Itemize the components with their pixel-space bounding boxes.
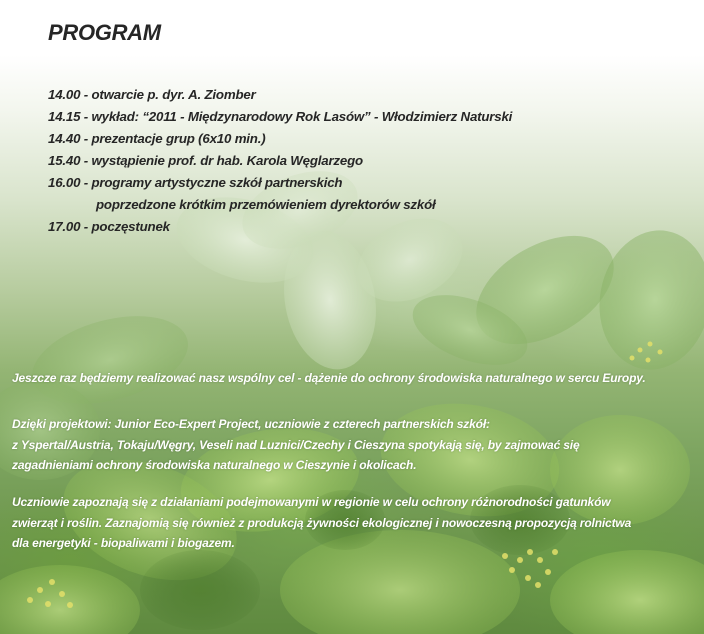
schedule-item: 15.40 - wystąpienie prof. dr hab. Karola Węglarzego	[48, 153, 363, 168]
schedule-item: 14.00 - otwarcie p. dyr. A. Ziomber	[48, 87, 256, 102]
paragraph-line: dla energetyki - biopaliwami i biogazem.	[12, 536, 235, 550]
project-paragraph	[12, 414, 698, 476]
schedule-item: 14.15 - wykład: “2011 - Międzynarodowy Rok Lasów” - Włodzimierz Naturski	[48, 109, 513, 124]
paragraph-line: Dzięki projektowi: Junior Eco-Expert Project, uczniowie z czterech partnerskich szkół:	[12, 417, 490, 431]
schedule-item: 17.00 - poczęstunek	[48, 219, 170, 234]
schedule-item-continuation: poprzedzone krótkim przemówieniem dyrektorów szkół	[96, 197, 436, 212]
schedule-item: 16.00 - programy artystyczne szkół partnerskich	[48, 175, 343, 190]
intro-paragraph	[12, 368, 698, 389]
paragraph-line: zwierząt i roślin. Zaznajomią się również z produkcją żywności ekologicznej i nowoczesną propozycją rolnictwa	[12, 515, 632, 530]
program-title: PROGRAM	[48, 20, 161, 45]
program-schedule	[48, 84, 648, 238]
schedule-item: 14.40 - prezentacje grup (6x10 min.)	[48, 131, 266, 146]
paragraph-line: z Yspertal/Austria, Tokaju/Węgry, Veseli nad Luznici/Czechy i Cieszyna spotykają się, by zajmować się	[12, 437, 580, 452]
activities-paragraph	[12, 492, 698, 554]
paragraph-line: Uczniowie zapoznają się z działaniami podejmowanymi w regionie w celu ochrony różnorodności gatunków	[12, 495, 611, 509]
paragraph-line: zagadnieniami ochrony środowiska naturalnego w Cieszynie i okolicach.	[12, 458, 417, 472]
paragraph-line: Jeszcze raz będziemy realizować nasz wspólny cel - dążenie do ochrony środowiska naturalnego w sercu Europy.	[12, 371, 646, 385]
